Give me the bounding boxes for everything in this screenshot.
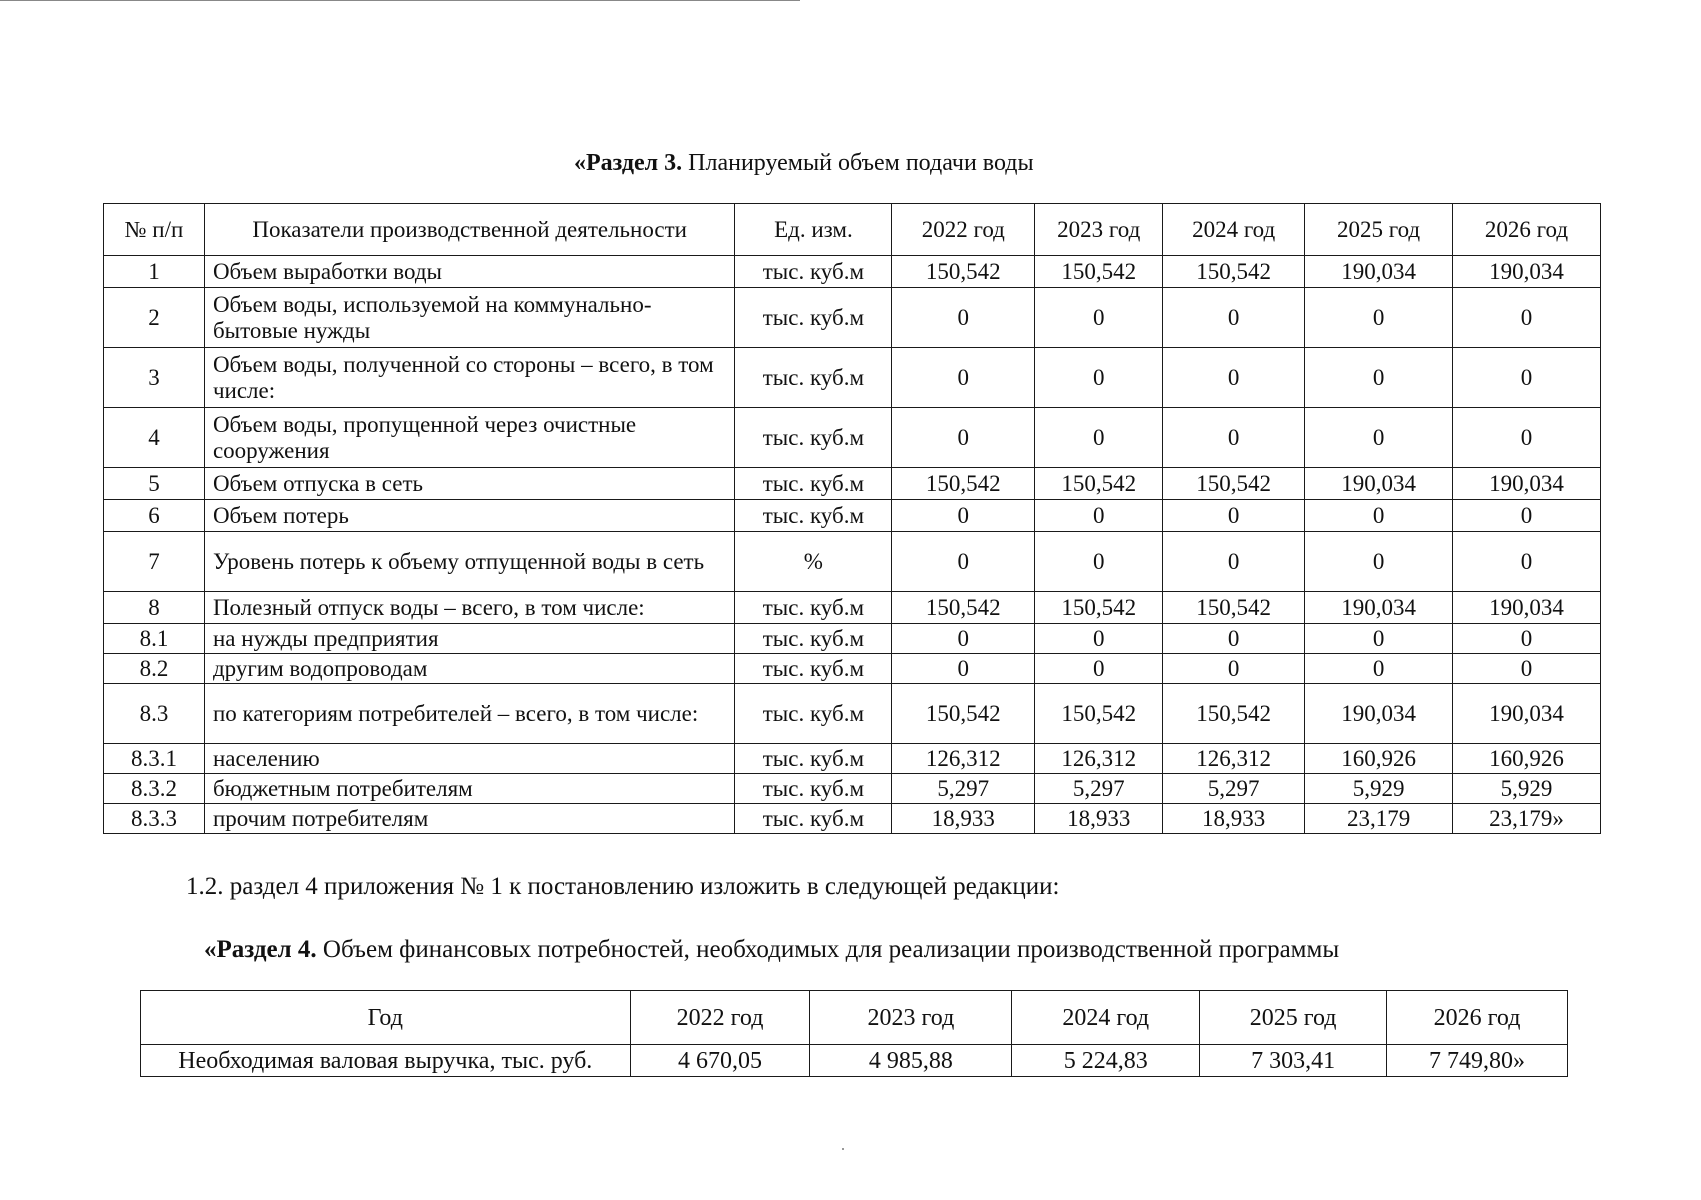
value-cell: 0 (1035, 624, 1163, 654)
column-header: 2022 год (630, 991, 810, 1045)
table-row (104, 408, 1601, 468)
indicator-name: Объем отпуска в сеть (204, 468, 735, 500)
table-row (104, 684, 1601, 744)
table-row (104, 468, 1601, 500)
table-row (104, 500, 1601, 532)
section3-title (574, 150, 1034, 177)
value-cell: 7 749,80» (1387, 1045, 1568, 1077)
financial-needs-header-row (141, 991, 1568, 1045)
value-cell: 0 (1163, 348, 1305, 408)
indicator-name: на нужды предприятия (204, 624, 735, 654)
value-cell: 0 (1305, 408, 1453, 468)
value-cell: 0 (1453, 500, 1601, 532)
section3-title-rest: Планируемый объем подачи воды (682, 150, 1034, 176)
value-cell: 0 (1305, 532, 1453, 592)
value-cell: 5,297 (892, 774, 1035, 804)
value-cell: 150,542 (892, 592, 1035, 624)
value-cell: 0 (1035, 348, 1163, 408)
water-supply-table (103, 203, 1601, 834)
table-row (104, 654, 1601, 684)
value-cell: 190,034 (1453, 592, 1601, 624)
column-header: Показатели производственной деятельности (204, 204, 735, 256)
value-cell: 5,297 (1163, 774, 1305, 804)
value-cell: 0 (1453, 624, 1601, 654)
water-supply-table-header (104, 204, 1601, 256)
indicator-name: Объем воды, используемой на коммунально-бытовые нужды (204, 288, 735, 348)
column-header: 2023 год (810, 991, 1012, 1045)
value-cell: 150,542 (892, 256, 1035, 288)
value-cell: 160,926 (1453, 744, 1601, 774)
value-cell: 0 (1035, 500, 1163, 532)
unit-cell: тыс. куб.м (735, 256, 892, 288)
table-row (104, 288, 1601, 348)
row-label: Необходимая валовая выручка, тыс. руб. (141, 1045, 631, 1077)
value-cell: 160,926 (1305, 744, 1453, 774)
column-header: 2023 год (1035, 204, 1163, 256)
value-cell: 0 (1453, 408, 1601, 468)
value-cell: 150,542 (1163, 468, 1305, 500)
value-cell: 7 303,41 (1200, 1045, 1387, 1077)
column-header: 2025 год (1200, 991, 1387, 1045)
section4-title-rest: Объем финансовых потребностей, необходимых для реализации производственной программы (316, 936, 1340, 963)
scan-speck (842, 1148, 844, 1150)
amendment-paragraph: 1.2. раздел 4 приложения № 1 к постановлению изложить в следующей редакции: (186, 873, 1060, 900)
value-cell: 150,542 (1035, 684, 1163, 744)
indicator-name: Объем воды, пропущенной через очистные сооружения (204, 408, 735, 468)
value-cell: 18,933 (892, 804, 1035, 834)
value-cell: 5 224,83 (1012, 1045, 1200, 1077)
section4-title (204, 936, 1339, 964)
value-cell: 5,929 (1453, 774, 1601, 804)
value-cell: 0 (892, 500, 1035, 532)
unit-cell: тыс. куб.м (735, 468, 892, 500)
value-cell: 0 (1163, 500, 1305, 532)
column-header: Год (141, 991, 631, 1045)
indicator-name: бюджетным потребителям (204, 774, 735, 804)
value-cell: 18,933 (1035, 804, 1163, 834)
value-cell: 0 (1163, 532, 1305, 592)
column-header: № п/п (104, 204, 205, 256)
value-cell: 190,034 (1453, 684, 1601, 744)
unit-cell: тыс. куб.м (735, 592, 892, 624)
value-cell: 0 (1305, 654, 1453, 684)
unit-cell: тыс. куб.м (735, 804, 892, 834)
value-cell: 0 (1305, 288, 1453, 348)
indicator-name: Объем воды, полученной со стороны – всего, в том числе: (204, 348, 735, 408)
row-number: 3 (104, 348, 205, 408)
value-cell: 5,929 (1305, 774, 1453, 804)
row-number: 8.3.1 (104, 744, 205, 774)
table-row (104, 592, 1601, 624)
row-number: 1 (104, 256, 205, 288)
value-cell: 0 (892, 654, 1035, 684)
column-header: 2025 год (1305, 204, 1453, 256)
value-cell: 0 (892, 624, 1035, 654)
value-cell: 150,542 (1163, 256, 1305, 288)
row-number: 8.1 (104, 624, 205, 654)
value-cell: 0 (1453, 654, 1601, 684)
unit-cell: тыс. куб.м (735, 348, 892, 408)
row-number: 8.2 (104, 654, 205, 684)
column-header: 2024 год (1012, 991, 1200, 1045)
row-number: 7 (104, 532, 205, 592)
value-cell: 4 670,05 (630, 1045, 810, 1077)
unit-cell: % (735, 532, 892, 592)
value-cell: 0 (1163, 624, 1305, 654)
value-cell: 190,034 (1453, 468, 1601, 500)
top-scan-line (0, 0, 800, 1)
value-cell: 150,542 (1035, 592, 1163, 624)
financial-needs-table (140, 990, 1568, 1077)
indicator-name: прочим потребителям (204, 804, 735, 834)
value-cell: 150,542 (1163, 592, 1305, 624)
unit-cell: тыс. куб.м (735, 288, 892, 348)
value-cell: 150,542 (892, 468, 1035, 500)
row-number: 8.3.2 (104, 774, 205, 804)
value-cell: 190,034 (1305, 256, 1453, 288)
column-header: Ед. изм. (735, 204, 892, 256)
value-cell: 23,179» (1453, 804, 1601, 834)
indicator-name: населению (204, 744, 735, 774)
indicator-name: Объем выработки воды (204, 256, 735, 288)
column-header: 2026 год (1453, 204, 1601, 256)
value-cell: 0 (1035, 532, 1163, 592)
value-cell: 150,542 (1035, 256, 1163, 288)
unit-cell: тыс. куб.м (735, 408, 892, 468)
table-row (104, 256, 1601, 288)
table-row (104, 348, 1601, 408)
value-cell: 0 (1163, 288, 1305, 348)
value-cell: 0 (1163, 654, 1305, 684)
value-cell: 150,542 (1163, 684, 1305, 744)
column-header: 2026 год (1387, 991, 1568, 1045)
value-cell: 23,179 (1305, 804, 1453, 834)
value-cell: 0 (1035, 654, 1163, 684)
table-row (104, 804, 1601, 834)
value-cell: 0 (892, 532, 1035, 592)
table-row (104, 774, 1601, 804)
value-cell: 18,933 (1163, 804, 1305, 834)
value-cell: 126,312 (1163, 744, 1305, 774)
unit-cell: тыс. куб.м (735, 654, 892, 684)
value-cell: 190,034 (1305, 468, 1453, 500)
indicator-name: Полезный отпуск воды – всего, в том числе: (204, 592, 735, 624)
table-row (104, 744, 1601, 774)
unit-cell: тыс. куб.м (735, 624, 892, 654)
row-number: 5 (104, 468, 205, 500)
value-cell: 0 (1305, 500, 1453, 532)
value-cell: 0 (892, 288, 1035, 348)
value-cell: 0 (1163, 408, 1305, 468)
value-cell: 150,542 (892, 684, 1035, 744)
financial-needs-data-row (141, 1045, 1568, 1077)
column-header: 2024 год (1163, 204, 1305, 256)
value-cell: 4 985,88 (810, 1045, 1012, 1077)
value-cell: 126,312 (1035, 744, 1163, 774)
row-number: 8 (104, 592, 205, 624)
value-cell: 126,312 (892, 744, 1035, 774)
row-number: 2 (104, 288, 205, 348)
unit-cell: тыс. куб.м (735, 744, 892, 774)
column-header: 2022 год (892, 204, 1035, 256)
row-number: 8.3 (104, 684, 205, 744)
unit-cell: тыс. куб.м (735, 684, 892, 744)
row-number: 8.3.3 (104, 804, 205, 834)
section3-title-bold: «Раздел 3. (574, 150, 683, 176)
value-cell: 5,297 (1035, 774, 1163, 804)
value-cell: 0 (1453, 288, 1601, 348)
indicator-name: Уровень потерь к объему отпущенной воды в сеть (204, 532, 735, 592)
value-cell: 150,542 (1035, 468, 1163, 500)
value-cell: 0 (1035, 408, 1163, 468)
value-cell: 0 (892, 348, 1035, 408)
indicator-name: другим водопроводам (204, 654, 735, 684)
water-supply-table-body (104, 256, 1601, 834)
table-row (104, 624, 1601, 654)
row-number: 6 (104, 500, 205, 532)
value-cell: 0 (1453, 348, 1601, 408)
table-row (104, 532, 1601, 592)
row-number: 4 (104, 408, 205, 468)
value-cell: 0 (1035, 288, 1163, 348)
value-cell: 0 (1305, 624, 1453, 654)
value-cell: 0 (892, 408, 1035, 468)
value-cell: 190,034 (1305, 592, 1453, 624)
value-cell: 190,034 (1305, 684, 1453, 744)
indicator-name: по категориям потребителей – всего, в том числе: (204, 684, 735, 744)
value-cell: 0 (1305, 348, 1453, 408)
value-cell: 0 (1453, 532, 1601, 592)
unit-cell: тыс. куб.м (735, 774, 892, 804)
section4-title-bold: «Раздел 4. (204, 936, 317, 963)
indicator-name: Объем потерь (204, 500, 735, 532)
value-cell: 190,034 (1453, 256, 1601, 288)
unit-cell: тыс. куб.м (735, 500, 892, 532)
